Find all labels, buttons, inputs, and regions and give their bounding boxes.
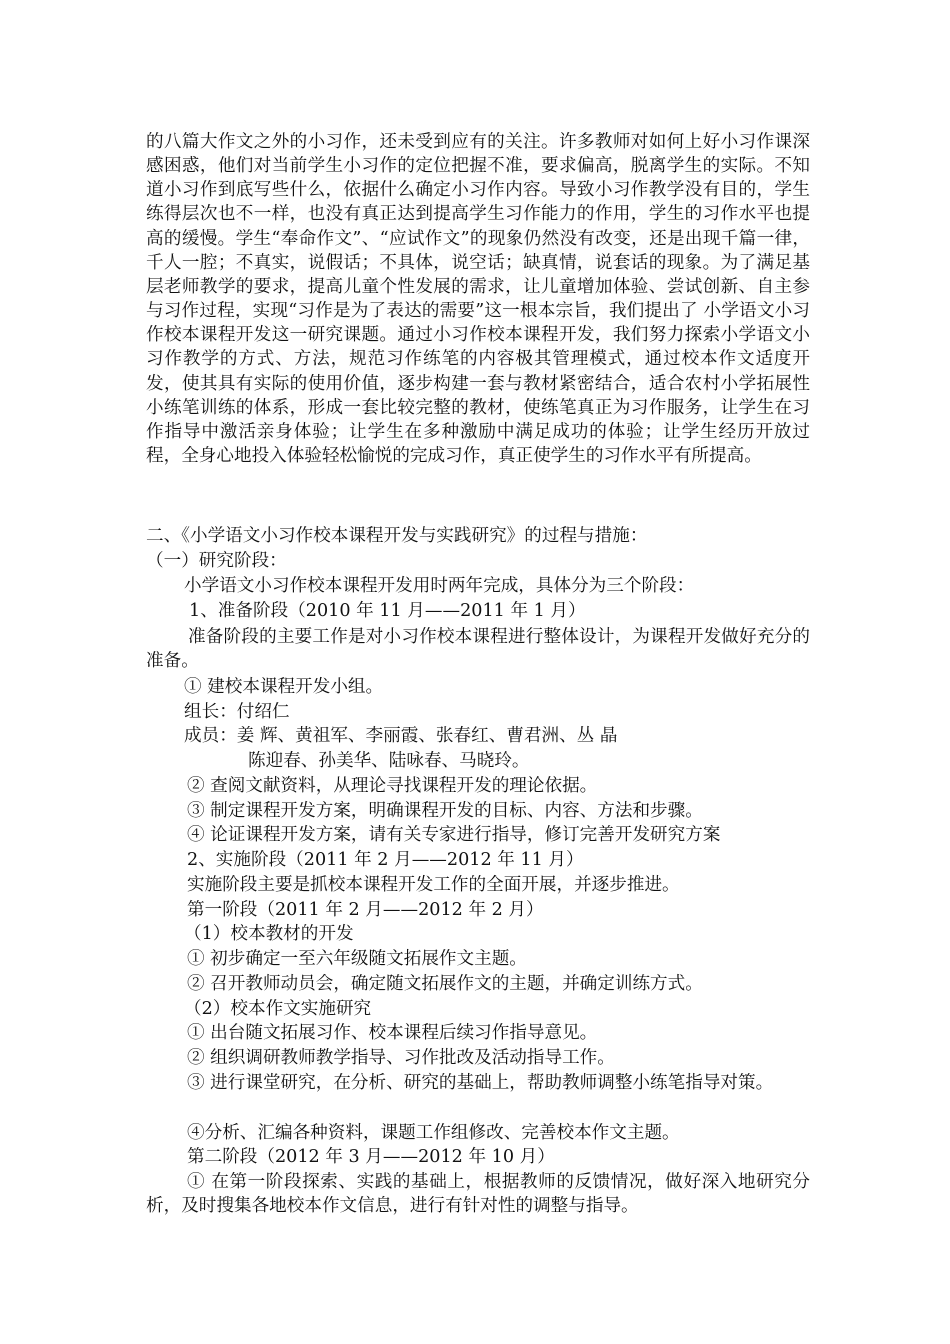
subsection-heading: （一）研究阶段：: [146, 551, 287, 571]
list-item: ④ 论证课程开发方案，请有关专家进行指导，修订完善开发研究方案: [187, 825, 721, 845]
prep-paragraph: 准备阶段的主要工作是对小习作校本课程进行整体设计，为课程开发做好充分的准备。: [146, 627, 810, 672]
text-line: 小学语文小习作校本课程开发用时两年完成，具体分为三个阶段：: [184, 576, 695, 596]
list-item: ② 查阅文献资料，从理论寻找课程开发的理论依据。: [187, 776, 598, 796]
list-item: ② 召开教师动员会，确定随文拓展作文的主题，并确定训练方式。: [187, 974, 703, 994]
text-line: 实施阶段主要是抓校本课程开发工作的全面开展，并逐步推进。: [187, 875, 680, 895]
stage-heading: 2、实施阶段（2011 年 2 月——2012 年 11 月）: [187, 850, 584, 870]
list-item: ① 建校本课程开发小组。: [184, 677, 384, 697]
intro-paragraph: 的八篇大作文之外的小习作，还未受到应有的关注。许多教师对如何上好小习作课深感困惑，他们对当前学生小习作的定位把握不准，要求偏高，脱离学生的实际。不知道小习作到底写些什么，依据什么确定小习作内容。导致小习作教学没有目的，学生练得层次也不一样，也没有真正达到提高学生习作能力的作用，学生的习作水平也提高的缓慢。学生“奉命作文”、“应试作文”的现象仍然没有改变，还是出现千篇一律，千人一腔；不真实，说假话；不具体，说空话；缺真情，说套话的现象。为了满足基层老师教学的要求，提高儿童个性发展的需求，让儿童增加体验、尝试创新、自主参与习作过程，实现“习作是为了表达的需要”这一根本宗旨，我们提出了 小学语文小习作校本课程开发这一研究课题。通过小习作校本课程开发，我们努力探索小学语文小习作教学的方式、方法，规范习作练笔的内容极其管理模式，通过校本作文适度开发，使其具有实际的使用价值，逐步构建一套与教材紧密结合，适合农村小学拓展性小练笔训练的体系，形成一套比较完整的教材，使练笔真正为习作服务，让学生在习作指导中激活亲身体验；让学生在多种激励中满足成功的体验；让学生经历开放过程，全身心地投入体验轻松愉悦的完成习作，真正使学生的习作水平有所提高。: [146, 132, 810, 467]
list-item: ② 组织调研教师教学指导、习作批改及活动指导工作。: [187, 1048, 615, 1068]
list-item: ④分析、汇编各种资料，课题工作组修改、完善校本作文主题。: [187, 1123, 680, 1143]
list-item: ① 初步确定一至六年级随文拓展作文主题。: [187, 949, 527, 969]
list-heading: （2）校本作文实施研究: [184, 999, 372, 1019]
stage-heading: 1、准备阶段（2010 年 11 月——2011 年 1 月）: [189, 601, 586, 621]
section-heading: 二、《小学语文小习作校本课程开发与实践研究》的过程与措施：: [146, 526, 648, 546]
list-paragraph: ① 在第一阶段探索、实践的基础上，根据教师的反馈情况，做好深入地研究分析，及时搜集各地校本作文信息，进行有针对性的调整与指导。: [146, 1172, 810, 1217]
members-line: 陈迎春、孙美华、陆咏春、马晓玲。: [248, 751, 530, 771]
phase-heading: 第二阶段（2012 年 3 月——2012 年 10 月）: [187, 1147, 555, 1167]
phase-heading: 第一阶段（2011 年 2 月——2012 年 2 月）: [187, 900, 544, 920]
list-item: ③ 制定课程开发方案，明确课程开发的目标、内容、方法和步骤。: [187, 801, 703, 821]
list-item: ① 出台随文拓展习作、校本课程后续习作指导意见。: [187, 1023, 598, 1043]
members-line: 成员：姜 辉、黄祖军、李丽霞、张春红、曹君洲、丛 晶: [184, 726, 618, 746]
leader-line: 组长：付绍仁: [184, 702, 290, 722]
list-paragraph: ③ 进行课堂研究，在分析、研究的基础上，帮助教师调整小练笔指导对策。: [187, 1073, 774, 1093]
list-heading: （1）校本教材的开发: [184, 924, 354, 944]
